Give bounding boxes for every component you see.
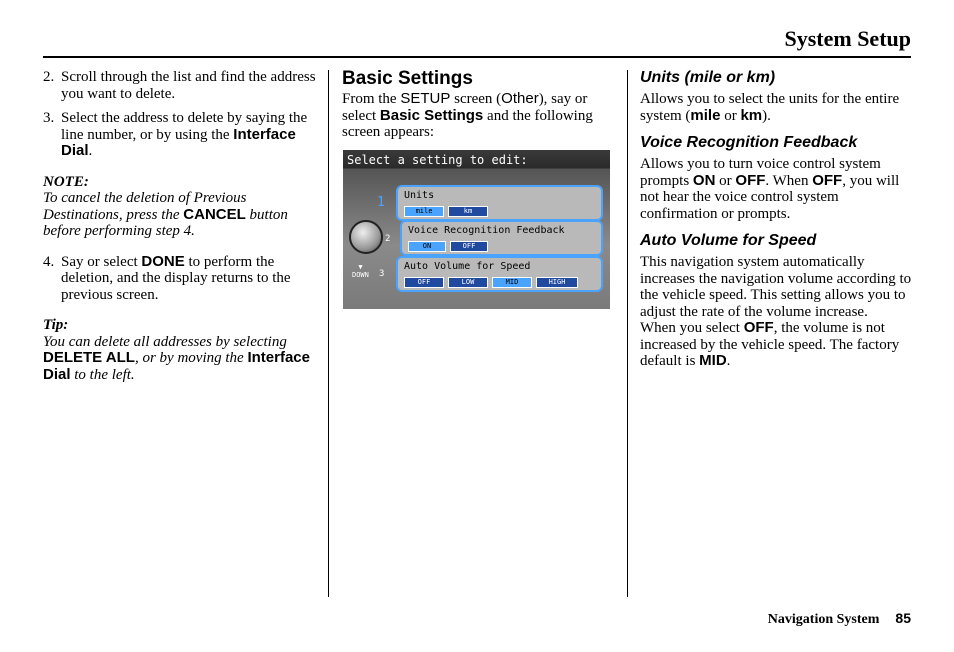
- auto-volume-text-1: This navigation system automatically increases the navigation volume according to the vehicle speed. This setting allows you to adjust the rate of the volume increase.: [640, 254, 912, 320]
- basic-settings-screen: [343, 150, 610, 309]
- step-2: 2. Scroll through the list and find the address you want to delete.: [43, 69, 316, 102]
- units-text: Allows you to select the units for the entire system (mile or km).: [640, 91, 900, 124]
- tip-text: You can delete all addresses by selecting DELETE ALL, or by moving the Interface Dial to the left.: [43, 333, 310, 383]
- column-divider-1: [328, 70, 329, 597]
- step-4: 4. Say or select DONE to perform the deletion, and the display returns to the previous screen.: [43, 252, 291, 303]
- setting-label-units: Units: [404, 190, 435, 201]
- right-column: [640, 69, 912, 380]
- column-divider-2: [627, 70, 628, 597]
- down-arrow-icon: ▼: [358, 263, 363, 271]
- units-heading: Units (mile or km): [640, 69, 776, 86]
- section-voice-feedback: [640, 134, 912, 222]
- voice-feedback-heading: Voice Recognition Feedback: [640, 134, 858, 151]
- setting-row-voice-feedback[interactable]: [400, 220, 603, 256]
- option-volume-mid[interactable]: MID: [492, 277, 532, 288]
- page-number: 85: [895, 610, 911, 626]
- setting-label-auto-volume: Auto Volume for Speed: [404, 261, 531, 272]
- section-units: [640, 69, 912, 124]
- middle-column: [342, 69, 610, 141]
- option-off[interactable]: OFF: [450, 241, 488, 252]
- header-rule: [43, 56, 911, 58]
- page-footer: [768, 610, 911, 628]
- screen-prompt: Select a setting to edit:: [347, 153, 528, 167]
- row-index-1: 1: [377, 195, 385, 210]
- setting-row-units[interactable]: [396, 185, 603, 221]
- page-title: System Setup: [784, 26, 911, 51]
- note-text: To cancel the deletion of Previous Destinations, press the CANCEL button before performing step 4.: [43, 190, 288, 239]
- basic-settings-intro: From the SETUP screen (Other), say or select Basic Settings and the following screen appears:: [342, 90, 593, 140]
- interface-dial-icon: [349, 220, 383, 254]
- option-volume-off[interactable]: OFF: [404, 277, 444, 288]
- footer-label: Navigation System: [767, 612, 880, 627]
- left-column: [43, 69, 318, 383]
- option-on[interactable]: ON: [408, 241, 446, 252]
- row-index-2: 2: [385, 234, 391, 244]
- option-volume-low[interactable]: LOW: [448, 277, 488, 288]
- auto-volume-heading: Auto Volume for Speed: [640, 232, 817, 249]
- option-km[interactable]: km: [448, 206, 488, 217]
- section-auto-volume: [640, 232, 912, 370]
- tip-heading: Tip:: [43, 317, 69, 333]
- setting-label-voice-feedback: Voice Recognition Feedback: [408, 225, 565, 236]
- scroll-down-control[interactable]: ▼ DOWN: [352, 263, 369, 279]
- basic-settings-heading: Basic Settings: [342, 68, 473, 89]
- row-index-3: 3: [379, 269, 385, 279]
- step-3: 3. Select the address to delete by saying the line number, or by using the Interface Dial.: [43, 110, 308, 159]
- voice-feedback-text: Allows you to turn voice control system prompts ON or OFF. When OFF, you will not hear the voice control system confirmation or prompts.: [640, 156, 900, 222]
- note-heading: NOTE:: [43, 173, 89, 190]
- option-mile[interactable]: mile: [404, 206, 444, 217]
- setting-row-auto-volume[interactable]: [396, 256, 603, 292]
- auto-volume-text-2: When you select OFF, the volume is not increased by the vehicle speed. The factory default is MID.: [640, 319, 900, 369]
- option-volume-high[interactable]: HIGH: [536, 277, 578, 288]
